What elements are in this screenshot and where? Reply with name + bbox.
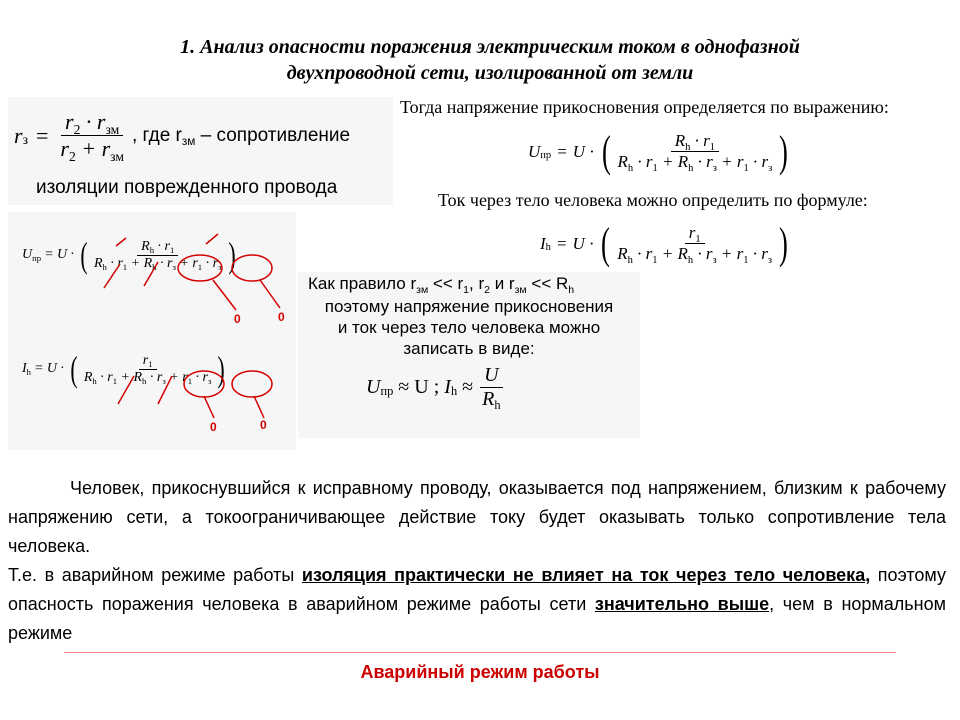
approx-eq1: ≈ U ;	[393, 376, 445, 398]
ih-den2: · r	[632, 244, 653, 263]
ih-a-den5-sub: 1	[187, 375, 193, 386]
rz-lhs: r	[14, 122, 23, 148]
rz-num-a: r	[65, 109, 74, 134]
ih-den1-sub: h	[627, 254, 633, 266]
upr-den6-sub: з	[768, 162, 773, 174]
upr-den6: · r	[748, 152, 769, 171]
zero-mark: 0	[260, 418, 267, 432]
ih-lhs: I	[540, 233, 546, 253]
arrow-line	[204, 396, 214, 418]
p2-part3: , чем в нормальном режиме	[8, 594, 946, 643]
upr-lhs-sub: пр	[540, 149, 552, 161]
strike-mark	[118, 376, 134, 404]
upr-a-den4: · r	[156, 255, 173, 271]
upr-a-den5-sub: 1	[197, 261, 203, 272]
upr-a-den5: + r	[175, 255, 198, 271]
current-intro-text: Ток через тело человека можно определить по формуле:	[438, 190, 868, 210]
p2-part1: Т.е. в аварийном режиме работы	[8, 565, 302, 585]
upr-a-lhs-sub: пр	[32, 253, 42, 264]
rule-s2: 1	[463, 283, 470, 296]
strike-mark	[116, 238, 126, 246]
footer-title: Аварийный режим работы	[360, 662, 600, 682]
rule-line-2: поэтому напряжение прикосновения	[324, 297, 614, 316]
ih-a-den4-sub: з	[162, 375, 166, 386]
formula-rz: r з = $\frac{r_2 \cdot r_{зм}}{r_2 + r_{зм}}$ , где $r_{зм}$ – сопротивление	[14, 109, 351, 164]
slide-title	[60, 34, 920, 86]
ih-den6-sub: з	[767, 254, 773, 266]
circle-mark	[175, 255, 222, 281]
rule-t3: , r	[469, 274, 485, 293]
upr-den4: · r	[693, 152, 713, 171]
ih-lhs-sub: h	[545, 241, 551, 253]
upr-den3-sub: h	[688, 162, 694, 174]
upr-den2-sub: 1	[652, 162, 658, 174]
approx-eq2: ≈	[457, 376, 479, 398]
ih-a-lhs-sub: h	[26, 367, 32, 378]
strike-mark	[144, 262, 158, 286]
p2-part2: поэтому опасность поражения человека в аварийном режиме работы сети	[8, 565, 946, 614]
ih-den6: · r	[748, 244, 768, 263]
upr-a-den3: + R	[127, 255, 153, 271]
rule-line-4: записать в виде:	[403, 339, 535, 358]
paragraph-1: Человек, прикоснувшийся к исправному проводу, оказывается под напряжением, близким к рабочему напряжению сети, а токоограничивающее действие току будет оказывать только сопротивление тела человека.	[8, 478, 946, 556]
rule-s3: 2	[484, 283, 490, 296]
ih-den5-sub: 1	[743, 254, 749, 266]
touch-voltage-text: Тогда напряжение прикосновения определяется по выражению:	[400, 97, 889, 117]
rz-den-a-sub: 2	[68, 148, 76, 164]
upr-num: R	[674, 131, 686, 150]
ih-a-lhs: I	[22, 361, 27, 376]
upr-num-sub: h	[685, 141, 691, 153]
strike-mark	[102, 261, 120, 288]
rule-body	[302, 296, 636, 359]
approx-fraction	[478, 364, 504, 411]
upr-num-tail-sub: 1	[709, 141, 716, 153]
ih-a-den6: · r	[192, 369, 208, 385]
rule-t1: Как правило r	[308, 274, 417, 293]
ih-fraction	[613, 223, 776, 264]
ih-den5: + r	[716, 244, 744, 263]
approx-ih-sub: h	[450, 384, 458, 399]
upr-den1: R	[617, 152, 628, 171]
ih-a-num: r	[142, 352, 149, 368]
title-line-2: двухпроводной сети, изолированной от земли	[286, 62, 694, 84]
ih-den4-sub: з	[712, 254, 717, 266]
upr-num-tail: · r	[690, 131, 710, 150]
upr-den3: + R	[657, 152, 689, 171]
p2-bold2: значительно выше	[594, 594, 770, 614]
p2-bold1: изоляция практически не влияет на ток через тело человека,	[301, 565, 871, 585]
upr-den5: + r	[716, 152, 744, 171]
rz-den-a: r	[60, 136, 69, 161]
rule-line-3: и ток через тело человека можно	[337, 318, 601, 337]
ih-den1: R	[617, 244, 628, 263]
formula-ih-annotated-panel	[8, 332, 296, 450]
paragraph-2	[8, 561, 946, 648]
ih-den3: + R	[657, 244, 688, 263]
upr-a-den2-sub: 1	[122, 261, 128, 272]
rz-lhs-sub: з	[22, 132, 28, 148]
rule-s5: h	[568, 283, 575, 296]
circle-mark	[232, 255, 272, 281]
approx-num: U	[480, 364, 502, 388]
rule-s1: зм	[416, 283, 429, 296]
zero-mark: 0	[234, 312, 241, 326]
formula-rz-panel	[8, 97, 393, 205]
rule-panel	[298, 272, 640, 438]
upr-a-den2: · r	[106, 255, 123, 271]
formula-upr: U пр = U · ( $\frac{R_h \cdot r_1}{R_h \cdot r_1 + R_h \cdot r_з + r_1 \cdot r_з}$ )	[528, 127, 789, 176]
upr-a-den6: · r	[202, 255, 219, 271]
upr-den5-sub: 1	[743, 162, 749, 174]
circle-mark	[232, 371, 272, 397]
ih-a-den5: + r	[165, 369, 188, 385]
ih-a-den2-sub: 1	[112, 375, 118, 386]
rz-num-b: r	[96, 109, 106, 134]
approx-den: R	[482, 388, 495, 410]
upr-a-num-tail: · r	[154, 238, 170, 254]
upr-a-num-sub: h	[149, 244, 155, 255]
upr-a-den3-sub: h	[152, 261, 157, 272]
strike-mark	[158, 376, 172, 404]
formula-upr-annotated: U пр = U · ( $\frac{R_h \cdot r_1}{R_h \cdot r_1 + R_h \cdot r_з + r_1 \cdot r_з}$ )	[22, 235, 236, 275]
rz-tail: , где r	[131, 124, 182, 146]
upr-a-num: R	[141, 238, 150, 254]
rz-den-b-sub: зм	[110, 148, 124, 164]
upr-a-U: U	[57, 247, 68, 262]
ih-red-annotations	[8, 332, 296, 450]
upr-fraction	[613, 131, 776, 172]
ih-a-den2: · r	[96, 369, 113, 385]
rz-tail-rest: – сопротивление	[195, 124, 351, 146]
title-line-1: 1. Анализ опасности поражения электрическим током в однофазной	[180, 36, 800, 58]
rz-num-b-sub: зм	[105, 121, 120, 137]
rz-fraction: $\frac{r_2 \cdot r_{зм}}{r_2 + r_{зм}}$	[60, 109, 124, 164]
arrow-line	[260, 280, 280, 308]
ih-U: U	[572, 233, 585, 253]
ih-a-den4: · r	[146, 369, 163, 385]
rule-line-1	[308, 274, 574, 294]
upr-den2: · r	[633, 152, 653, 171]
arrow-line	[254, 396, 264, 418]
formula-upr-annotated-panel	[8, 212, 296, 332]
formula-ih: I h = U · ( $\frac{r_1}{R_h \cdot r_1 + R_h \cdot r_з + r_1 \cdot r_з}$ )	[540, 219, 788, 268]
rule-t4: и r	[489, 274, 515, 293]
arrow-line	[213, 280, 236, 310]
upr-a-den1: R	[93, 255, 103, 271]
upr-a-num-tail-sub: 1	[169, 244, 175, 255]
rz-line2: изоляции поврежденного провода	[36, 177, 338, 198]
upr-a-lhs: U	[22, 247, 33, 262]
circle-mark	[184, 371, 224, 397]
ih-a-den1: R	[83, 369, 93, 385]
approx-formula	[366, 364, 505, 411]
footer-divider	[64, 652, 896, 653]
rule-s4: зм	[514, 283, 527, 296]
upr-U: U	[572, 141, 586, 161]
upr-a-den4-sub: з	[172, 261, 176, 272]
rule-t2: << r	[428, 274, 464, 293]
ih-a-num-sub: 1	[148, 358, 153, 369]
formula-ih-annotated: I h = U · ( $\frac{r_1}{R_h \cdot r_1 + R_h \cdot r_з + r_1 \cdot r_з}$ )	[22, 349, 226, 389]
upr-red-annotations	[8, 212, 296, 332]
rz-tail-sub: зм	[181, 134, 196, 148]
ih-a-den3: + R	[117, 369, 143, 385]
ih-num-sub: 1	[695, 233, 701, 245]
ih-den3-sub: h	[687, 254, 694, 266]
upr-a-den6-sub: з	[218, 261, 222, 272]
ih-a-den6-sub: з	[207, 375, 212, 386]
strike-mark	[206, 234, 218, 244]
approx-upr: U	[366, 376, 381, 398]
rule-t5: << R	[526, 274, 569, 293]
ih-den2-sub: 1	[652, 254, 658, 266]
ih-num: r	[688, 223, 696, 242]
zero-mark: 0	[278, 310, 285, 324]
ih-a-U: U	[46, 361, 58, 376]
approx-den-sub: h	[494, 398, 501, 413]
upr-den1-sub: h	[627, 162, 634, 174]
upr-a-den1-sub: h	[102, 261, 107, 272]
approx-upr-sub: пр	[380, 384, 394, 399]
ih-a-den3-sub: h	[142, 375, 147, 386]
ih-a-den1-sub: h	[92, 375, 97, 386]
ih-den4: · r	[693, 244, 713, 263]
zero-mark: 0	[210, 420, 217, 434]
approx-ih: I	[444, 376, 451, 398]
rz-den-b: r	[101, 136, 111, 161]
upr-den4-sub: з	[712, 162, 717, 174]
upr-lhs: U	[528, 141, 541, 161]
rz-num-a-sub: 2	[73, 121, 81, 137]
